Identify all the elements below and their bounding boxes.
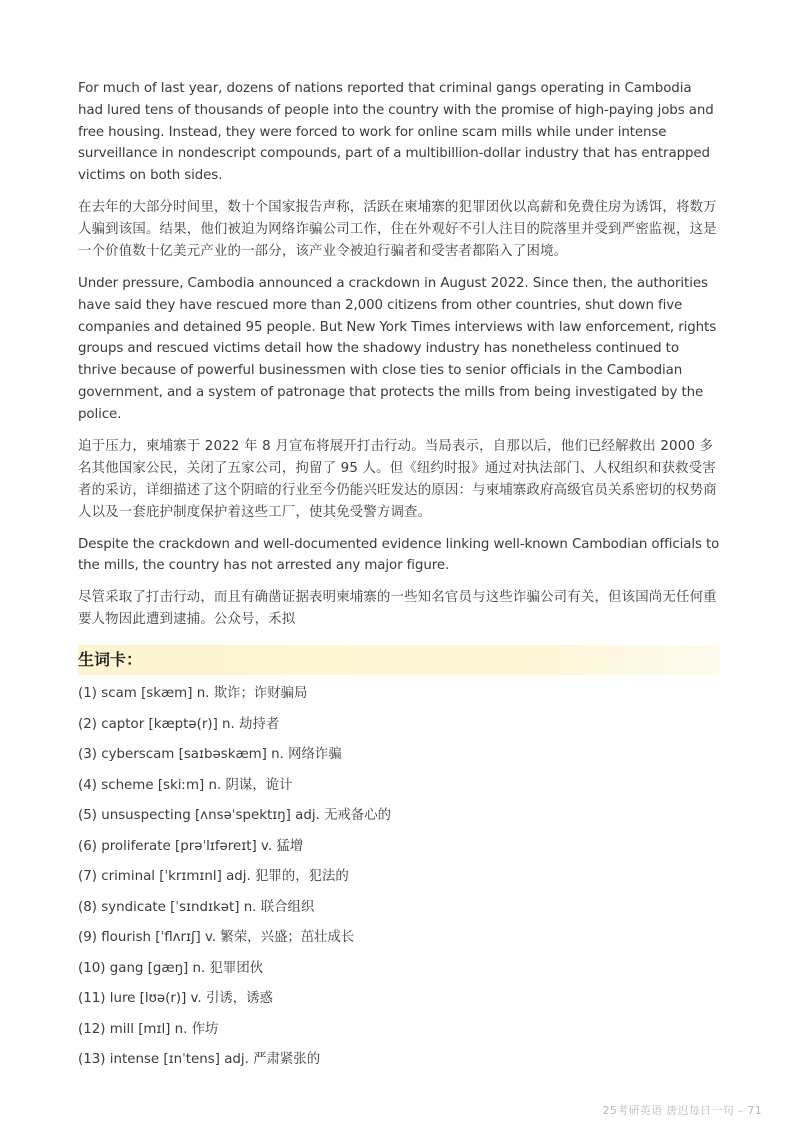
paragraph-zh-1: 在去年的大部分时间里，数十个国家报告声称，活跃在柬埔寨的犯罪团伙以高薪和免费住房为诱饵，将数万人骗到该国。结果，他们被迫为网络诈骗公司工作，住在外观好不引人注目的院落里并受到严密监视，这是一个价值数十亿美元产业的一部分，该产业令被迫行骗者和受害者都陷入了困境。	[78, 199, 717, 259]
vocab-item: (7) criminal [ˈkrɪmɪnl] adj. 犯罪的，犯法的	[78, 869, 349, 885]
vocab-item: (11) lure [lʊə(r)] v. 引诱，诱惑	[78, 991, 273, 1007]
paragraph-en-1: For much of last year, dozens of nations reported that criminal gangs operating in Cambodia had lured tens of thousands of people into the country with the promise of high-paying jobs and free housing. Instead, they were forced to work for online scam mills while under intense surveillance in nondescript compounds, part of a multibillion-dollar industry that has entrapped victims on both sides.	[78, 81, 714, 184]
document-body	[78, 78, 720, 1076]
vocab-card-title: 生词卡：	[78, 645, 720, 675]
paragraph-en-2: Under pressure, Cambodia announced a crackdown in August 2022. Since then, the authorities have said they have rescued more than 2,000 citizens from other countries, shut down five companies and detained 95 people. But New York Times interviews with law enforcement, rights groups and rescued victims detail how the shadowy industry has nonetheless continued to thrive because of powerful businessmen with close ties to senior officials in the Cambodian government, and a system of patronage that protects the mills from being investigated by the police.	[78, 275, 717, 422]
vocab-item: (8) syndicate [ˈsɪndɪkət] n. 联合组织	[78, 899, 315, 915]
paragraph-en-3: Despite the crackdown and well-documented evidence linking well-known Cambodian officials to the mills, the country has not arrested any major figure.	[78, 536, 720, 574]
vocab-item: (3) cyberscam [saɪbəskæm] n. 网络诈骗	[78, 747, 342, 763]
paragraph-zh-3: 尽管采取了打击行动，而且有确凿证据表明柬埔寨的一些知名官员与这些诈骗公司有关，但该国尚无任何重要人物因此遭到逮捕。公众号，禾拟	[78, 590, 717, 628]
vocab-item: (10) gang [gæŋ] n. 犯罪团伙	[78, 960, 264, 976]
vocab-item: (4) scheme [skiːm] n. 阴谋，诡计	[78, 777, 293, 793]
paragraph-zh-2: 迫于压力，柬埔寨于 2022 年 8 月宣布将展开打击行动。当局表示，自那以后，他们已经解救出 2000 多名其他国家公民，关闭了五家公司，拘留了 95 人。但《纽约时报》通过对执法部门、人权组织和获救受害者的采访，详细描述了这个阴暗的行业至今仍能兴旺发达的原因：与柬埔寨政府高级官员关系密切的权势商人以及一套庇护制度保护着这些工厂，使其免受警方调查。	[78, 438, 717, 520]
vocab-item: (9) flourish [ˈflʌrɪʃ] v. 繁荣，兴盛；茁壮成长	[78, 930, 355, 946]
vocab-item: (1) scam [skæm] n. 欺诈；诈财骗局	[78, 686, 308, 702]
vocab-item: (13) intense [ɪnˈtens] adj. 严肃紧张的	[78, 1052, 321, 1068]
vocab-list	[78, 679, 720, 1076]
vocab-item: (5) unsuspecting [ʌnsəˈspektɪŋ] adj. 无戒备心的	[78, 808, 392, 824]
page-footer: 25考研英语 唐迟每日一句 – 71	[602, 1104, 762, 1117]
vocab-item: (6) proliferate [prəˈlɪfəreɪt] v. 猛增	[78, 838, 304, 854]
vocab-item: (2) captor [kæptə(r)] n. 劫持者	[78, 716, 280, 732]
vocab-item: (12) mill [mɪl] n. 作坊	[78, 1021, 219, 1037]
